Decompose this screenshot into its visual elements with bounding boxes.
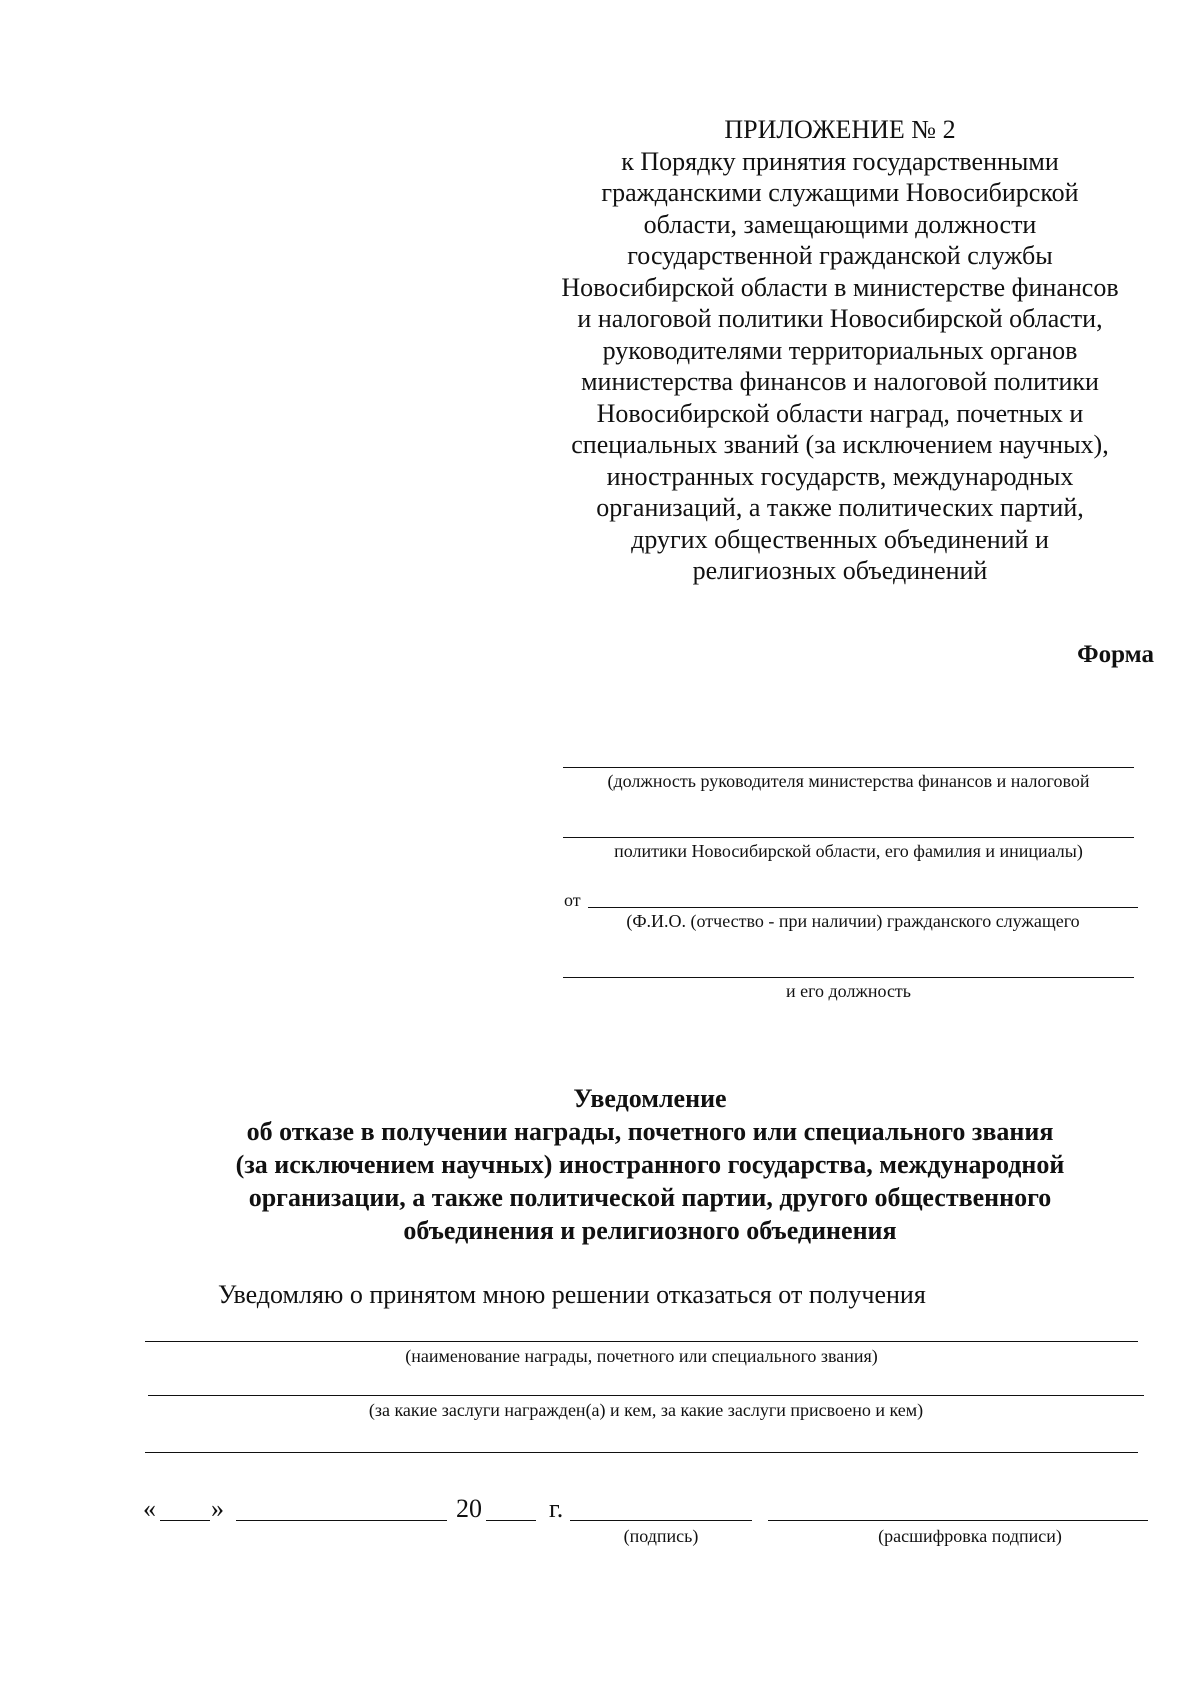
appendix-line: организаций, а также политических партий, (596, 493, 1084, 522)
appendix-line: религиозных объединений (692, 556, 988, 585)
date-month-line[interactable] (236, 1520, 447, 1521)
merits-line[interactable] (148, 1395, 1144, 1396)
appendix-line: руководителями территориальных органов (602, 335, 1078, 365)
date-year-prefix: 20 (456, 1494, 482, 1523)
merits-caption: (за какие заслуги награжден(а) и кем, за какие заслуги присвоено и кем) (368, 1400, 924, 1420)
appendix-line: гражданскими служащими Новосибирской (601, 178, 1079, 207)
appendix-line: к Порядку принятия государственными (621, 146, 1059, 176)
extra-line[interactable] (145, 1452, 1138, 1453)
sender-caption-name: (Ф.И.О. (отчество - при наличии) гражданского служащего (626, 911, 1080, 931)
form-label: Форма (1077, 641, 1154, 668)
appendix-line: иностранных государств, международных (606, 461, 1074, 491)
sender-name-line[interactable] (588, 907, 1138, 908)
date-close-quote: » (211, 1494, 224, 1523)
signature-line[interactable] (570, 1520, 752, 1521)
signature-decoding-caption: (расшифровка подписи) (878, 1526, 1062, 1546)
addressee-caption-name: политики Новосибирской области, его фамилия и инициалы) (614, 841, 1083, 861)
award-name-caption: (наименование награды, почетного или специального звания) (405, 1346, 878, 1366)
notice-title-line: об отказе в получении награды, почетного или специального звания (246, 1117, 1054, 1146)
appendix-line: других общественных объединений и (631, 524, 1049, 554)
signature-decoding-line[interactable] (768, 1520, 1148, 1521)
appendix-line: Новосибирской области наград, почетных и (596, 398, 1084, 428)
appendix-line: Новосибирской области в министерстве финансов (561, 272, 1119, 302)
addressee-name-line[interactable] (563, 837, 1134, 838)
appendix-line: области, замещающими должности (643, 209, 1037, 239)
notice-title (60, 1082, 1200, 1247)
notice-title-line: организации, а также политической партии, другого общественного (248, 1183, 1052, 1212)
award-name-line[interactable] (145, 1341, 1138, 1342)
appendix-line: ПРИЛОЖЕНИЕ № 2 (724, 115, 956, 144)
signature-caption: (подпись) (623, 1526, 699, 1546)
addressee-caption-position: (должность руководителя министерства финансов и налоговой (607, 771, 1090, 791)
appendix-line: и налоговой политики Новосибирской области, (577, 304, 1103, 333)
appendix-line: министерства финансов и налоговой политики (581, 367, 1099, 396)
notice-body-text: Уведомляю о принятом мною решении отказаться от получения (218, 1280, 926, 1309)
date-year-line[interactable] (486, 1520, 536, 1521)
notice-title-line: (за исключением научных) иностранного государства, международной (235, 1150, 1065, 1179)
date-day-line[interactable] (160, 1520, 210, 1521)
sender-position-line[interactable] (563, 977, 1134, 978)
date-open-quote: « (143, 1494, 156, 1523)
appendix-header (520, 114, 1160, 587)
notice-title-line: Уведомление (573, 1084, 727, 1113)
from-label: от (564, 890, 581, 910)
date-year-suffix: г. (549, 1494, 564, 1523)
addressee-position-line[interactable] (563, 767, 1134, 768)
appendix-line: специальных званий (за исключением научных), (571, 430, 1109, 459)
notice-title-line: объединения и религиозного объединения (403, 1216, 897, 1245)
appendix-line: государственной гражданской службы (627, 241, 1053, 270)
sender-caption-position: и его должность (785, 981, 912, 1001)
